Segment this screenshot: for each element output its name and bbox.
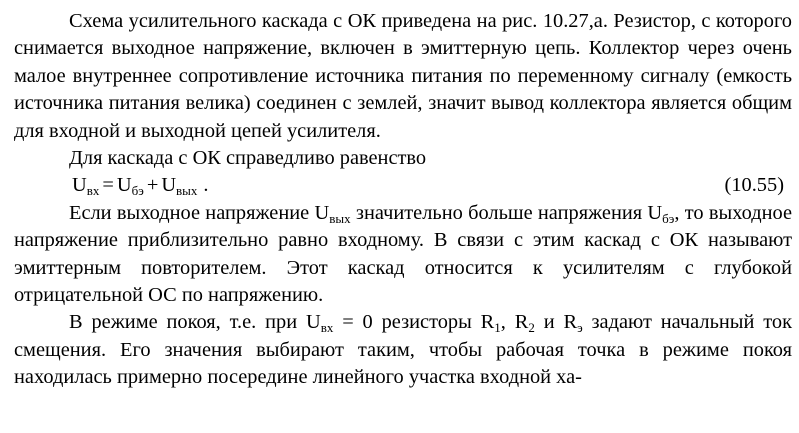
p4-equals-zero: = 0 — [342, 311, 373, 334]
eq-equals-sign: = — [102, 174, 114, 197]
document-page — [14, 8, 792, 392]
p4-u-subscript: вх — [320, 320, 334, 336]
eq-period: . — [203, 174, 209, 197]
p3-text-1: Если выходное напряжение U — [69, 201, 330, 224]
eq-term2-symbol: U — [161, 174, 177, 197]
p4-text-5: задают начальный ток смещения. Его значения выбирают таким, чтобы рабочая точка в режиме покоя находилась примерно посередине линейного участка входной ха- — [14, 311, 792, 389]
p4-text-1: В режиме покоя, т.е. при — [69, 311, 306, 334]
p4-text-3: , R — [500, 311, 529, 334]
p4-text-2: резисторы R — [372, 311, 495, 334]
p4-u-symbol: U — [305, 311, 321, 334]
eq-plus-sign: + — [146, 174, 159, 197]
p3-subscript-be: бэ — [662, 210, 675, 226]
p3-text-3: , то выходное напряжение приблизительно равно входному. В связи с этим каскад с ОК называют эмиттерным повторителем. Этот каскад относится к усилителям с глубокой отрицательной ОС по напряжению. — [14, 201, 793, 307]
p4-text-4: и R — [534, 311, 578, 334]
p4-r1-subscript: 1 — [494, 320, 501, 336]
equation-10-55 — [14, 172, 792, 199]
paragraph-equality-intro: Для каскада с ОК справедливо равенство — [69, 147, 427, 170]
eq-term2-subscript: вых — [176, 183, 198, 199]
eq-lhs-symbol: U — [72, 174, 87, 197]
eq-term1-subscript: бэ — [131, 183, 144, 199]
eq-lhs-subscript: вх — [86, 183, 100, 199]
paragraph-emitter-follower — [14, 200, 792, 310]
p3-subscript-out: вых — [329, 210, 351, 226]
p3-text-2: значительно больше напряжения U — [350, 201, 663, 224]
p4-re-subscript: э — [577, 320, 583, 336]
paragraph-scheme-description: Схема усилительного каскада с ОК приведена на рис. 10.27,а. Резистор, с которого снимается выходное напряжение, включен в эмиттерную цепь. Коллектор через очень малое внутреннее сопротивление источника питания по переменному сигналу (емкость источника питания велика) соединен с землей, значит вывод коллектора является общим для входной и выходной цепей усилителя. — [14, 10, 792, 142]
p4-r2-subscript: 2 — [528, 320, 535, 336]
equation-number: (10.55) — [724, 174, 784, 197]
paragraph-quiescent-mode — [14, 309, 792, 391]
eq-term1-symbol: U — [116, 174, 132, 197]
equation-formula — [72, 172, 209, 199]
